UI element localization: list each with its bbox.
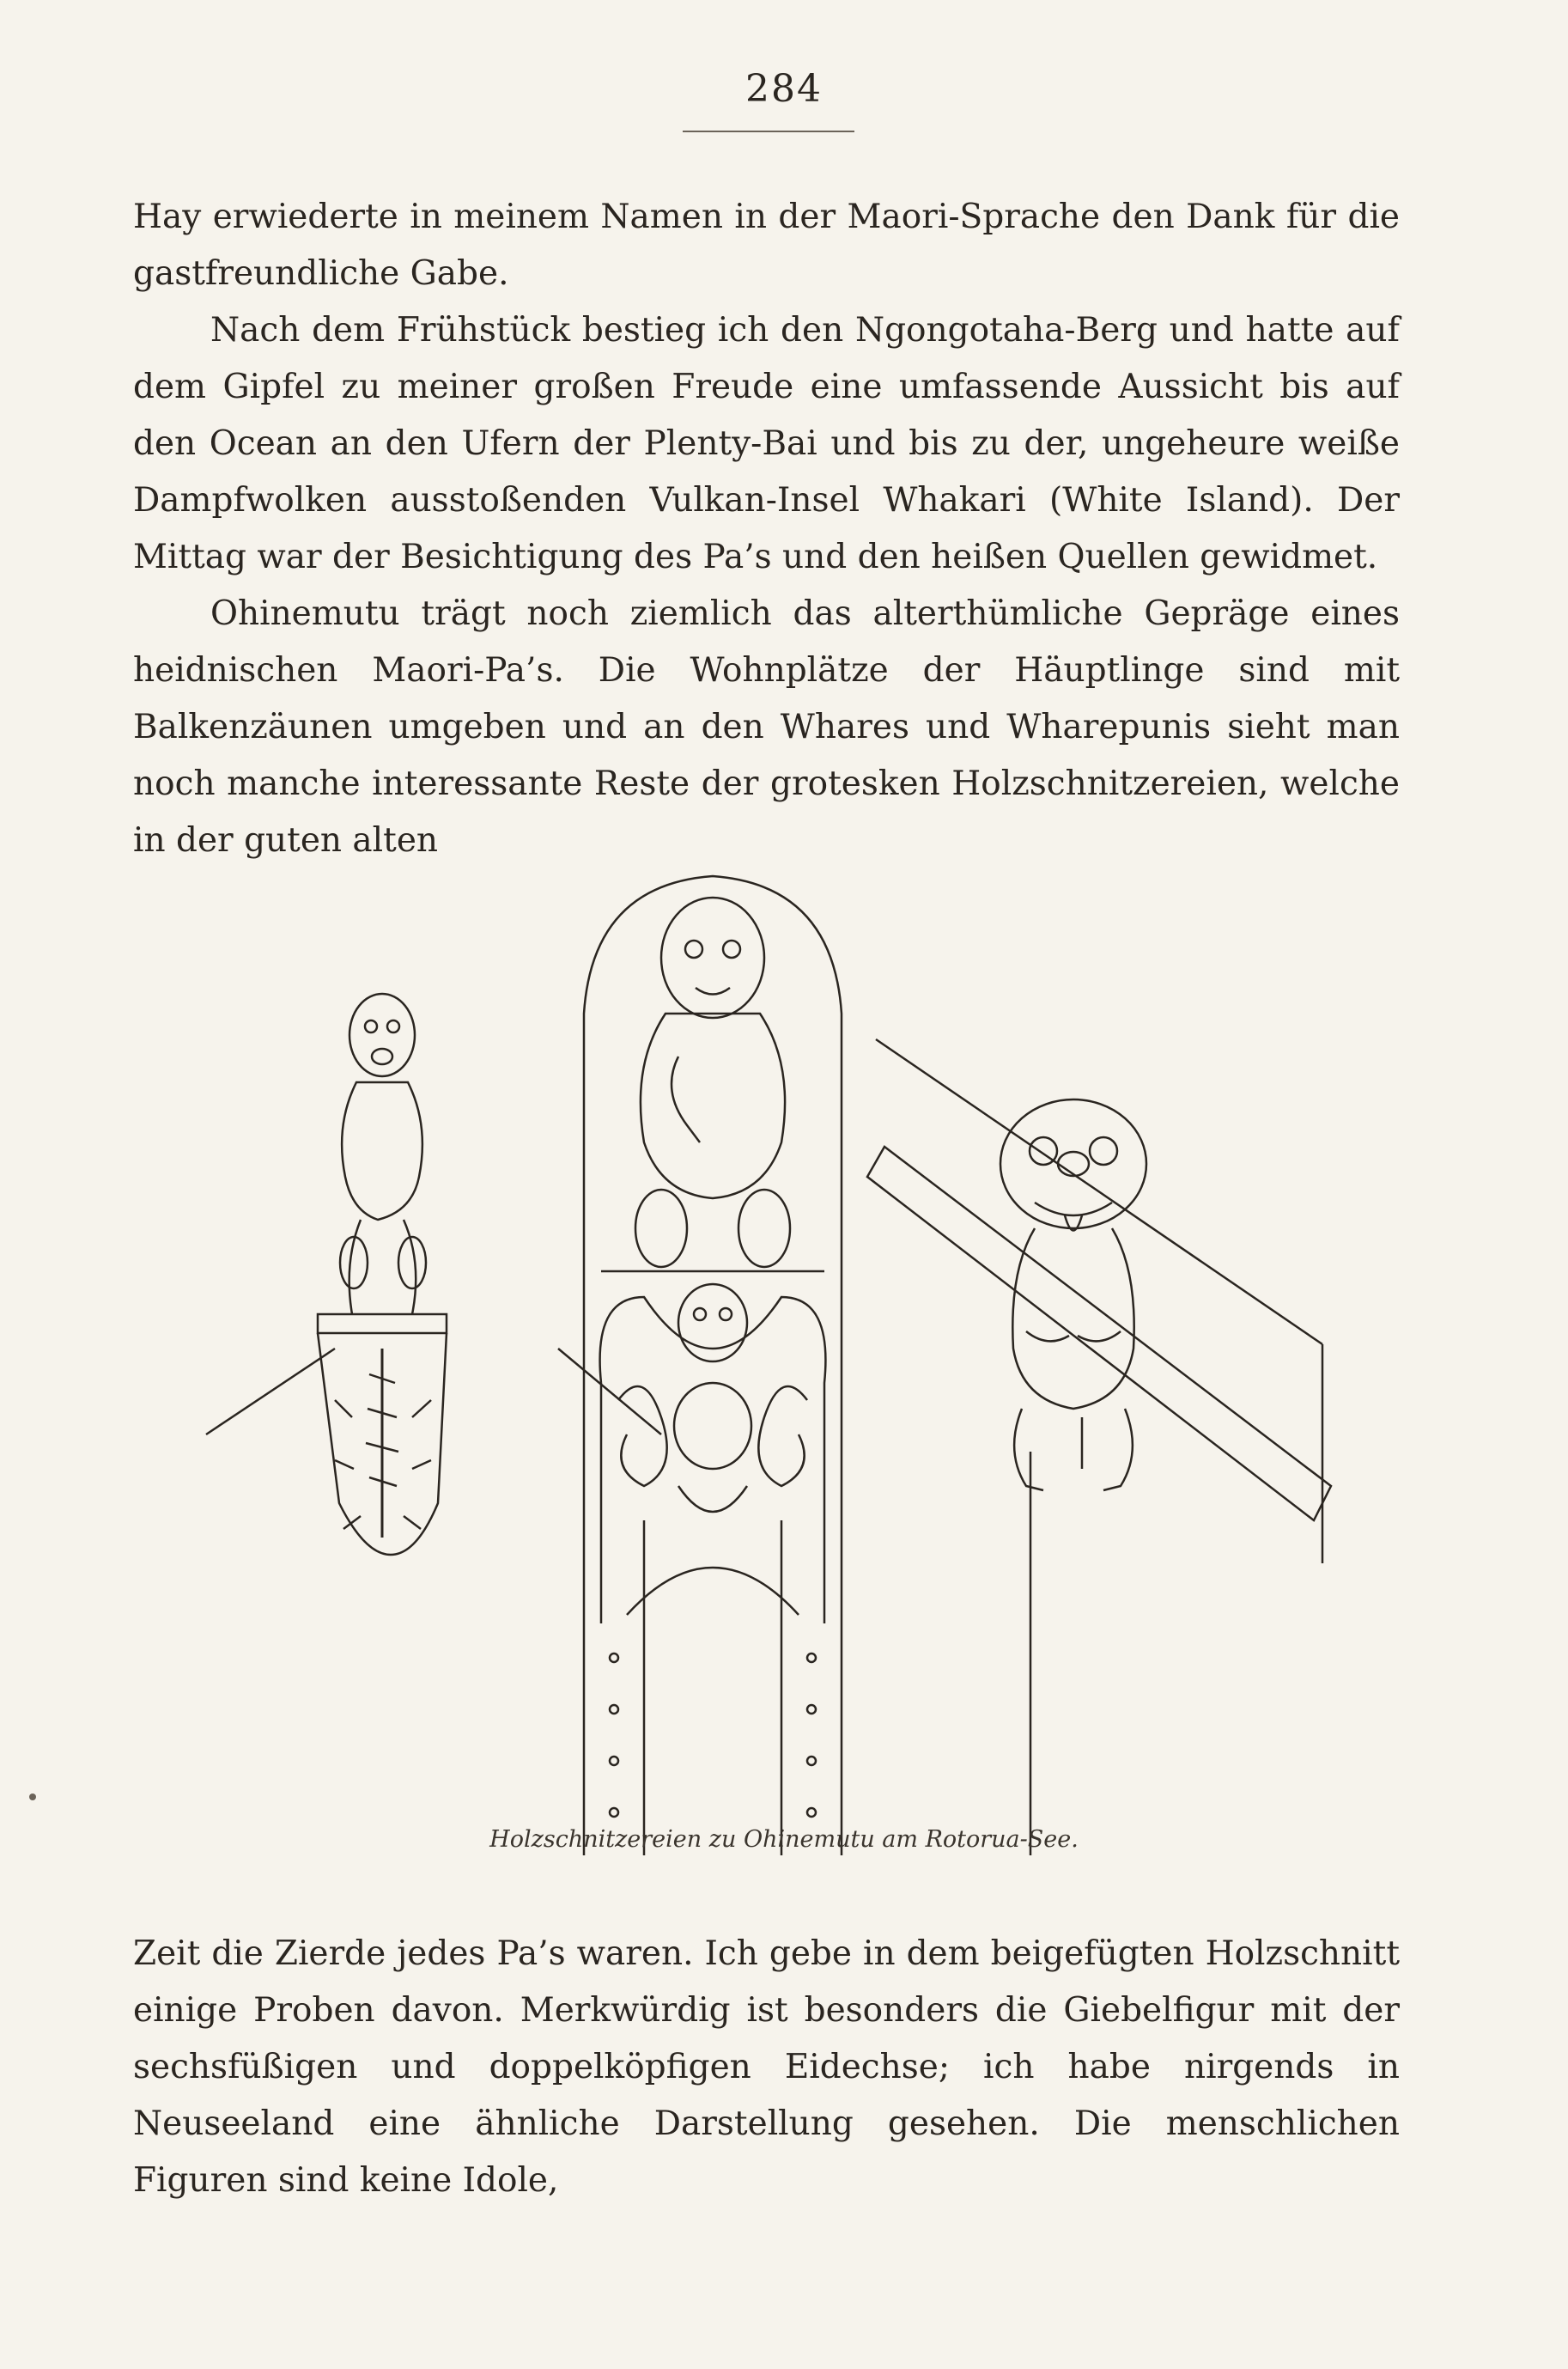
text-block-bottom: [133, 1926, 1400, 2209]
right-carving-figure: [867, 1039, 1331, 1855]
center-carving-board: [584, 876, 842, 1855]
header-rule: [683, 131, 854, 132]
paragraph-2: Nach dem Frühstück bestieg ich den Ngongotaha-Berg und hatte auf dem Gipfel zu meiner großen Freude eine umfassende Aussicht bis auf den Ocean an den Ufern der Plenty-Bai und bis zu der, ungeheure weiße Dampfwolken ausstoßenden Vulkan-Insel Whakari (White Island). Der Mittag war der Besichtigung des Pa’s und den heißen Quellen gewidmet.: [133, 311, 1400, 576]
ink-speck: [29, 1793, 36, 1800]
paragraph-3: Ohinemutu trägt noch ziemlich das alterthümliche Gepräge eines heidnischen Maori-Pa’s. Die Wohnplätze der Häuptlinge sind mit Balkenzäunen umgeben und an den Whares und Wharepunis sieht man noch manche interessante Reste der grotesken Holzschnitzereien, welche in der guten alten: [133, 594, 1400, 860]
woodcut-illustration: [198, 868, 1425, 1864]
page-number: 284: [745, 67, 823, 111]
paragraph-1: Hay erwiederte in meinem Namen in der Maori-Sprache den Dank für die gastfreundliche Gabe.: [133, 198, 1400, 293]
figure-caption: Holzschnitzereien zu Ohinemutu am Rotorua-See.: [489, 1826, 1079, 1853]
paragraph-4: Zeit die Zierde jedes Pa’s waren. Ich gebe in dem beigefügten Holzschnitt einige Proben davon. Merkwürdig ist besonders die Giebelfigur mit der sechsfüßigen und doppelköpfigen Eidechse; ich habe nirgends in Neuseeland eine ähnliche Darstellung gesehen. Die menschlichen Figuren sind keine Idole,: [133, 1934, 1400, 2200]
woodcut-carvings-image: [198, 868, 1425, 1864]
text-block-top: [133, 189, 1400, 869]
left-carving-figure: [206, 994, 661, 1555]
